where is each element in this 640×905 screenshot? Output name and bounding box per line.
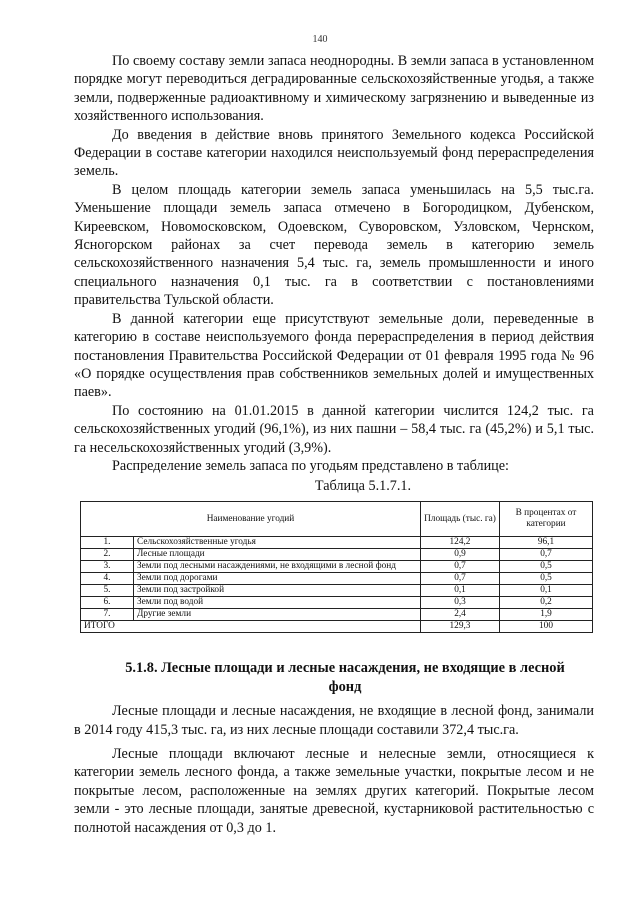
row-number: 7. [81,609,134,621]
table-header-row [81,502,593,537]
table-row [81,609,593,621]
row-area: 0,3 [421,597,500,609]
table-row [81,573,593,585]
paragraph: Лесные площади и лесные насаждения, не входящие в лесной фонд, занимали в 2014 году 415,3 тыс. га, из них лесные площади составили 372,4 тыс.га. [74,703,594,738]
row-percent: 1,9 [500,609,593,621]
header-name: Наименование угодий [81,502,421,537]
row-name: Сельскохозяйственные угодья [134,537,421,549]
paragraph: В целом площадь категории земель запаса уменьшилась на 5,5 тыс.га. Уменьшение площади земель запаса отмечено в Богородицком, Дубенском, Киреевском, Новомосковском, Одоевском, Суворовском, Узловском, Чернском, Ясногорском районах за счет перевода земель в категорию земель сельскохозяйственного назначения 5,4 тыс. га, земель промышленности и иного специального назначения 0,1 тыс. га в соответствии с постановлениями правительства Тульской области. [74,181,594,309]
table-row [81,537,593,549]
row-name: Другие земли [134,609,421,621]
row-area: 124,2 [421,537,500,549]
row-name: Земли под лесными насаждениями, не входящими в лесной фонд [134,561,421,573]
paragraph: Распределение земель запаса по угодьям представлено в таблице: [112,457,509,474]
row-area: 0,7 [421,561,500,573]
total-area: 129,3 [421,621,500,633]
row-number: 5. [81,585,134,597]
table-caption: Таблица 5.1.7.1. [314,478,412,495]
row-percent: 96,1 [500,537,593,549]
row-name: Лесные площади [134,549,421,561]
row-percent: 0,1 [500,585,593,597]
row-name: Земли под водой [134,597,421,609]
header-percent: В процентах от категории [500,502,593,537]
paragraph: Лесные площади включают лесные и нелесные земли, относящиеся к категории земель лесного фонда, а также земельные участки, покрытые лесом и не покрытые лесом, расположенные на землях других категорий. Покрытые лесом земли - это лесные площади, занятые древесной, кустарниковой растительностью с полнотой насаждения от 0,3 до 1. [74,745,594,836]
row-percent: 0,7 [500,549,593,561]
table-row [81,597,593,609]
total-percent: 100 [500,621,593,633]
total-label: ИТОГО [81,621,421,633]
table-row [81,585,593,597]
page-number: 140 [312,34,328,45]
section-heading: 5.1.8. Лесные площади и лесные насаждения, не входящие в лесной фонд [125,660,565,695]
row-name: Земли под застройкой [134,585,421,597]
row-number: 2. [81,549,134,561]
paragraph: По своему составу земли запаса неоднородны. В земли запаса в установленном порядке могут переводиться деградированные сельскохозяйственные угодья, а также земли, подверженные радиоактивному и химическому загрязнению и выведенные из хозяйственного использования. [74,53,594,125]
header-area: Площадь (тыс. га) [421,502,500,537]
paragraph: В данной категории еще присутствуют земельные доли, переведенные в категорию в составе неиспользуемого фонда перераспределения в период действия постановления Правительства Российской Федерации от 01 февраля 1995 года № 96 «О порядке осуществления прав собственников земельных долей и имущественных паев». [74,310,594,401]
paragraph: По состоянию на 01.01.2015 в данной категории числится 124,2 тыс. га сельскохозяйственных угодий (96,1%), из них пашни – 58,4 тыс. га (45,2%) и 5,1 тыс. га несельскохозяйственных угодий (3,9%). [74,402,594,456]
table-row [81,549,593,561]
row-area: 0,9 [421,549,500,561]
land-table [80,501,593,633]
row-percent: 0,5 [500,561,593,573]
row-area: 2,4 [421,609,500,621]
row-percent: 0,2 [500,597,593,609]
row-number: 1. [81,537,134,549]
paragraph: До введения в действие вновь принятого Земельного кодекса Российской Федерации в составе категории находился неиспользуемый фонд перераспределения земель. [74,126,594,180]
table-row [81,561,593,573]
row-area: 0,7 [421,573,500,585]
document-body [74,52,594,837]
row-number: 3. [81,561,134,573]
row-percent: 0,5 [500,573,593,585]
row-name: Земли под дорогами [134,573,421,585]
row-number: 4. [81,573,134,585]
row-area: 0,1 [421,585,500,597]
row-number: 6. [81,597,134,609]
table-total-row [81,621,593,633]
